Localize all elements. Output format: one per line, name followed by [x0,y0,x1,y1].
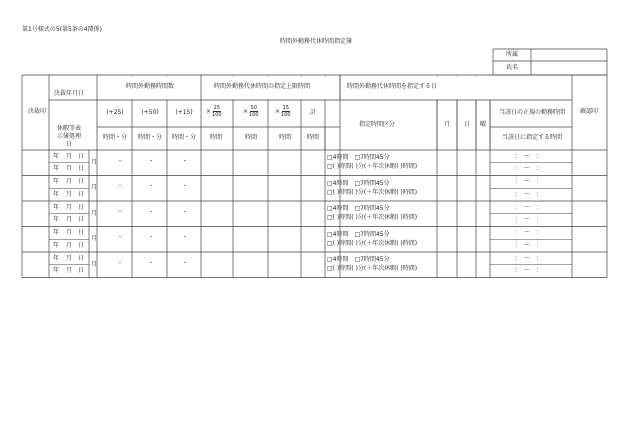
row-month-top: 月 [66,203,73,211]
row-option-custom: □( )時間( )分(＋年次休暇( )時間) [327,214,418,221]
confirm-seal-header: 確認印 [579,108,599,115]
weekday-header: 曜 [479,121,487,128]
row-dot-15: ・ [182,234,189,242]
hour-50: 時間 [244,134,258,141]
hour-15: 時間 [278,134,292,141]
row-year-top: 年 [53,229,60,236]
dept-label: 所属 [505,51,519,58]
regular-hours-header: 当該日の正規の勤務時間 [498,109,566,116]
hm-25: 時間・分 [102,134,128,141]
row-time-top: ： 〜 ： [515,203,543,211]
hour-25: 時間 [209,134,223,141]
row-day-bottom: 日 [78,216,85,224]
row-dot-25: ・ [117,259,124,267]
row-year-top: 年 [53,178,60,185]
row-option-custom: □( )時間( )分(＋年次休暇( )時間) [327,265,418,272]
factor-25: × $\frac{25}{100}$ [206,105,222,118]
row-day-bottom: 日 [78,267,85,275]
row-year-bottom: 年 [53,241,60,249]
decision-seal-header: 決裁印 [27,108,47,115]
row-month-bottom: 月 [66,241,73,249]
row-month-top: 月 [66,152,73,160]
row-month-top: 月 [66,254,73,262]
row-option-fixed: □4時間 □7時間45分 [327,256,390,263]
row-option-custom: □( )時間( )分(＋年次休暇( )時間) [327,188,418,196]
row-option-fixed: □4時間 □7時間45分 [327,179,390,187]
row-day-top: 日 [78,203,85,211]
row-dot-25: ・ [117,208,124,216]
row-year-bottom: 年 [53,267,60,275]
row-dot-25: ・ [117,183,124,191]
row-dot-50: ・ [148,259,155,267]
name-label: 氏名 [505,64,519,71]
designate-day-header: 時間外勤務代休時間を指定する日 [346,83,438,90]
row-option-fixed: □4時間 □7時間45分 [327,154,390,161]
row-time-top: ： 〜 ： [515,152,543,160]
row-time-bottom: ： 〜 ： [515,216,543,224]
hm-50: 時間・分 [137,134,163,141]
row-dot-15: ・ [182,208,189,216]
row-dot-25: ・ [117,234,124,242]
hour-total: 時間 [306,134,320,141]
rate-25: (+25) [106,109,124,116]
row-month-top: 月 [66,178,73,185]
row-time-top: ： 〜 ： [515,229,543,236]
factor-50: × $\frac{50}{100}$ [243,105,259,118]
leave-date-header: 休暇等表示簿処理日 [56,125,81,148]
row-day-top: 日 [78,178,85,185]
row-year-top: 年 [53,152,60,160]
row-year-bottom: 年 [53,165,60,173]
row-time-bottom: ： 〜 ： [515,165,543,173]
page-title: 時間外勤務代休時間指定簿 [279,38,353,45]
row-dot-15: ・ [182,259,189,267]
row-year-top: 年 [53,254,60,262]
row-day-top: 日 [78,229,85,236]
row-month-bottom: 月 [66,267,73,275]
row-month-bottom: 月 [66,190,73,198]
designated-hours-header: 当該日に指定する時間 [501,134,563,141]
row-dot-50: ・ [148,234,155,242]
row-year-top: 年 [53,203,60,211]
row-dot-15: ・ [182,157,189,165]
row-year-bottom: 年 [53,190,60,198]
hm-15: 時間・分 [171,134,197,141]
row-dot-15: ・ [182,183,189,191]
row-month-bottom: 月 [66,216,73,224]
form-number: 第1号様式の5(第5条の4関係) [22,26,102,33]
ot-hours-header: 時間外勤務時間数 [125,83,175,90]
day-header: 日 [463,121,471,128]
factor-15: × $\frac{15}{100}$ [275,105,291,118]
designated-category-header: 指定時間区分 [358,121,396,128]
row-time-bottom: ： 〜 ： [515,241,543,249]
row-option-custom: □( )時間( )分(＋年次休暇( )時間) [327,163,418,170]
row-option-fixed: □4時間 □7時間45分 [327,205,390,212]
row-option-custom: □( )時間( )分(＋年次休暇( )時間) [327,239,418,247]
row-month-label: 月 [91,158,98,166]
row-year-bottom: 年 [53,216,60,224]
row-day-bottom: 日 [78,190,85,198]
row-option-fixed: □4時間 □7時間45分 [327,230,390,238]
row-time-bottom: ： 〜 ： [515,267,543,275]
ot-limit-header: 時間外勤務代休時間の指定上限時間 [213,83,311,90]
row-day-bottom: 日 [78,165,85,173]
row-month-label: 月 [91,209,98,217]
row-dot-50: ・ [148,183,155,191]
row-day-bottom: 日 [78,241,85,249]
row-month-bottom: 月 [66,165,73,173]
rate-15: (+15) [175,109,193,116]
total-header: 計 [309,109,317,116]
row-dot-50: ・ [148,208,155,216]
row-time-bottom: ： 〜 ： [515,190,543,198]
row-month-label: 月 [91,184,98,192]
row-month-label: 月 [91,235,98,243]
decision-date-header: 決裁年月日 [53,90,85,97]
row-dot-50: ・ [148,157,155,165]
row-time-top: ： 〜 ： [515,254,543,262]
row-month-label: 月 [91,260,98,268]
row-day-top: 日 [78,152,85,160]
rate-50: (+50) [141,109,159,116]
row-day-top: 日 [78,254,85,262]
row-dot-25: ・ [117,157,124,165]
row-month-top: 月 [66,229,73,236]
month-header: 月 [443,121,451,128]
row-time-top: ： 〜 ： [515,178,543,185]
